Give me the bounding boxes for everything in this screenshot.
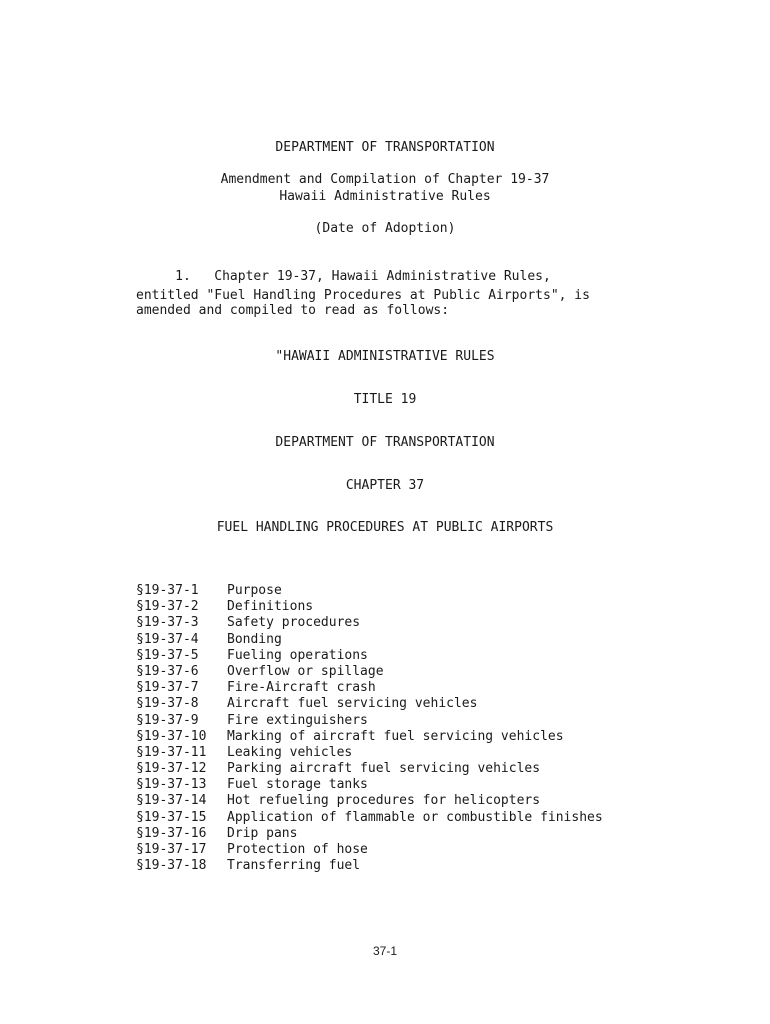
section-number: §19-37-7 bbox=[136, 680, 199, 696]
section-number: §19-37-14 bbox=[136, 793, 207, 809]
section-number: §19-37-1 bbox=[136, 583, 199, 598]
section-list-item bbox=[136, 793, 656, 809]
section-number: §19-37-8 bbox=[136, 696, 199, 712]
section-title: Fuel storage tanks bbox=[227, 777, 368, 793]
section-list-item bbox=[136, 745, 656, 761]
section-list-item bbox=[136, 664, 656, 680]
section-number: §19-37-3 bbox=[136, 615, 199, 631]
section-list-item bbox=[136, 696, 656, 712]
section-number: §19-37-9 bbox=[136, 712, 199, 728]
section-list-item bbox=[136, 583, 656, 599]
section-list-item bbox=[136, 842, 656, 858]
har-heading: "HAWAII ADMINISTRATIVE RULES bbox=[275, 349, 495, 364]
chapter-name-heading: FUEL HANDLING PROCEDURES AT PUBLIC AIRPORTS bbox=[216, 520, 554, 535]
section-title: Fire-Aircraft crash bbox=[227, 680, 376, 696]
section-list-item bbox=[136, 680, 656, 696]
section-number: §19-37-10 bbox=[136, 728, 207, 744]
paragraph-line-1: 1. Chapter 19-37, Hawaii Administrative Rules, bbox=[136, 269, 551, 284]
section-list-item bbox=[136, 777, 656, 793]
section-title: Parking aircraft fuel servicing vehicles bbox=[227, 761, 541, 777]
section-title: Hot refueling procedures for helicopters bbox=[227, 793, 541, 809]
section-number: §19-37-5 bbox=[136, 647, 199, 663]
section-list-item bbox=[136, 729, 656, 745]
page-number: 37-1 bbox=[372, 944, 398, 958]
section-title: Fueling operations bbox=[227, 647, 368, 663]
section-list-item bbox=[136, 858, 656, 874]
paragraph-line-2: entitled "Fuel Handling Procedures at Public Airports", is bbox=[136, 288, 590, 303]
section-list-item bbox=[136, 648, 656, 664]
section-list-item bbox=[136, 713, 656, 729]
section-list bbox=[136, 583, 656, 874]
section-list-item bbox=[136, 599, 656, 615]
section-title: Definitions bbox=[227, 599, 314, 615]
section-number: §19-37-6 bbox=[136, 663, 199, 679]
section-title: Overflow or spillage bbox=[227, 663, 384, 679]
section-list-item bbox=[136, 632, 656, 648]
section-title: Transferring fuel bbox=[227, 858, 361, 874]
date-of-adoption: (Date of Adoption) bbox=[314, 221, 456, 236]
chapter-heading: CHAPTER 37 bbox=[345, 478, 425, 493]
section-title: Safety procedures bbox=[227, 615, 361, 631]
department-heading-2: DEPARTMENT OF TRANSPORTATION bbox=[275, 435, 495, 450]
section-title: Aircraft fuel servicing vehicles bbox=[227, 696, 478, 712]
section-list-item bbox=[136, 826, 656, 842]
section-list-item bbox=[136, 810, 656, 826]
amendment-title-line2: Hawaii Administrative Rules bbox=[279, 189, 491, 204]
amendment-title-line1: Amendment and Compilation of Chapter 19-37 bbox=[220, 172, 550, 187]
section-number: §19-37-18 bbox=[136, 858, 207, 874]
section-title: Bonding bbox=[227, 631, 282, 647]
section-list-item bbox=[136, 615, 656, 631]
section-number: §19-37-2 bbox=[136, 599, 199, 615]
section-title: Application of flammable or combustible finishes bbox=[227, 809, 603, 825]
section-title: Purpose bbox=[227, 583, 282, 598]
title-heading: TITLE 19 bbox=[353, 392, 417, 407]
section-number: §19-37-15 bbox=[136, 809, 207, 825]
department-heading: DEPARTMENT OF TRANSPORTATION bbox=[275, 140, 495, 155]
section-number: §19-37-4 bbox=[136, 631, 199, 647]
section-number: §19-37-17 bbox=[136, 842, 207, 857]
section-number: §19-37-13 bbox=[136, 777, 207, 793]
section-number: §19-37-11 bbox=[136, 744, 207, 760]
section-list-item bbox=[136, 761, 656, 777]
section-title: Marking of aircraft fuel servicing vehicles bbox=[227, 728, 564, 744]
section-number: §19-37-16 bbox=[136, 825, 207, 841]
section-title: Leaking vehicles bbox=[227, 744, 353, 760]
section-number: §19-37-12 bbox=[136, 761, 207, 777]
section-title: Drip pans bbox=[227, 825, 298, 841]
section-title: Fire extinguishers bbox=[227, 712, 368, 728]
paragraph-line-3: amended and compiled to read as follows: bbox=[136, 303, 450, 318]
section-title: Protection of hose bbox=[227, 842, 368, 857]
